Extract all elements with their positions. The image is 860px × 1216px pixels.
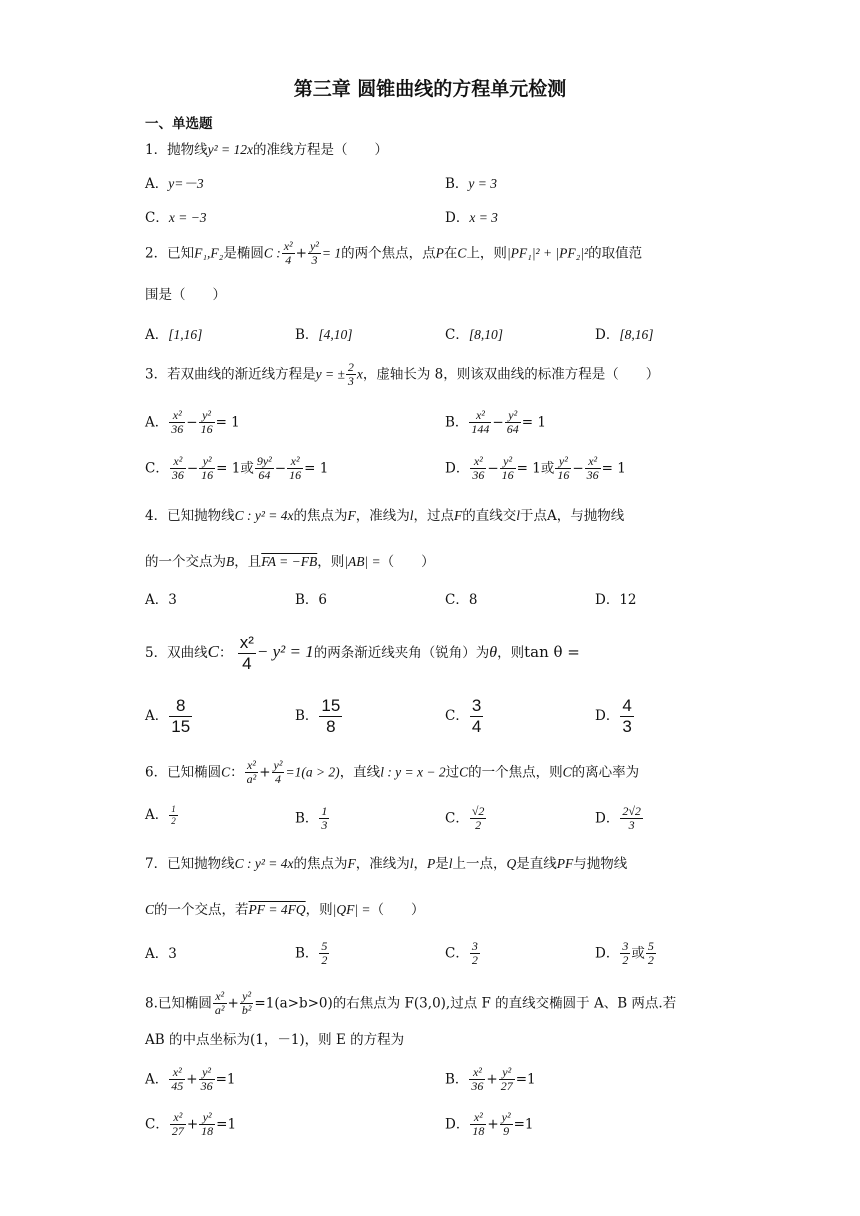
q3-option-d[interactable]: D． $\frac{\text{x²}}{36}$ − $\frac{\text{y²}}{16}$ = 1或 $\frac{\text{y²}}{16}$ − $\frac{\text{x²}}{36}$ = 1: [445, 454, 626, 483]
q4-option-c[interactable]: C．8: [445, 592, 478, 608]
q6-option-d[interactable]: D． $\frac{2√2}{3}$: [595, 804, 641, 833]
section-heading: 一、单选题: [145, 116, 213, 132]
q3-option-a[interactable]: A． $\frac{\text{x²}}{36}$ − $\frac{\text{y²}}{16}$ = 1: [145, 408, 240, 437]
q7-line-2: C的一个交点，若PF = 4FQ，则|QF| =（ ）: [145, 902, 425, 918]
q1-option-d[interactable]: D．x = 3: [445, 210, 498, 226]
page-title: 第三章 圆锥曲线的方程单元检测: [293, 78, 567, 100]
question-7: 7．已知抛物线C : y² = 4x的焦点为F，准线为l，P是l上一点，Q是直线PF与抛物线: [145, 856, 628, 872]
q2-option-d[interactable]: D．[8,16]: [595, 327, 654, 343]
q8-option-c[interactable]: C． $\frac{\text{x²}}{27}$ + $\frac{\text{y²}}{18}$ =1: [145, 1110, 237, 1139]
q1-stem: 1．抛物线: [145, 142, 208, 158]
q7-option-c[interactable]: C． $\frac{3}{2}$: [445, 939, 478, 968]
q4-option-d[interactable]: D．12: [595, 592, 637, 608]
q1-equation: y² = 12x: [207, 142, 253, 157]
question-4: 4．已知抛物线C : y² = 4x的焦点为F，准线为l，过点F的直线交l于点A，与抛物线: [145, 508, 625, 524]
question-3: 3．若双曲线的渐近线方程是y = ± $\frac{2}{3}$ x，虚轴长为 8，则该双曲线的标准方程是（ ）: [145, 360, 660, 389]
q7-option-a[interactable]: A．3: [145, 946, 177, 962]
q6-option-b[interactable]: B． $\frac{1}{3}$: [295, 804, 328, 833]
q8-option-a[interactable]: A． $\frac{\text{x²}}{45}$ + $\frac{\text{y²}}{36}$ =1: [145, 1065, 236, 1094]
q5-option-c[interactable]: C． $\frac{3}{4}$: [445, 696, 482, 736]
q2-option-a[interactable]: A．[1,16]: [145, 327, 203, 343]
q5-option-d[interactable]: D． $\frac{4}{3}$: [595, 696, 632, 736]
question-5: 5．双曲线C： $\frac{\text{x²}}{4}$ − y² = 1的两条渐近线夹角（锐角）为θ，则tan θ =: [145, 633, 580, 673]
question-6: 6．已知椭圆C： $\frac{\text{x²}}{\text{a²}}$ + $\frac{\text{y²}}{4}$ =1(a > 2)，直线l : y = x − 2过C的一个焦点，则C的离心率为: [145, 758, 640, 787]
q2-line-2: 围是（ ）: [145, 287, 226, 303]
q4-option-b[interactable]: B．6: [295, 592, 328, 608]
q6-option-a[interactable]: A． $\frac{1}{2}$: [145, 804, 176, 826]
q8-option-b[interactable]: B． $\frac{\text{x²}}{36}$ + $\frac{\text{y²}}{27}$ =1: [445, 1065, 536, 1094]
q8-line-2: AB 的中点坐标为(1，－1)，则 E 的方程为: [145, 1032, 405, 1048]
q3-option-b[interactable]: B． $\frac{\text{x²}}{144}$ − $\frac{\text{y²}}{64}$ = 1: [445, 408, 546, 437]
q5-option-a[interactable]: A． $\frac{8}{15}$: [145, 696, 191, 736]
question-8: 8.已知椭圆 $\frac{\text{x²}}{\text{a²}}$ + $\frac{\text{y²}}{\text{b²}}$ =1(a>b>0)的右焦点为 F(3,0),过点 F 的直线交椭圆于 A、B 两点.若: [145, 989, 677, 1018]
q6-option-c[interactable]: C． $\frac{√2}{2}$: [445, 804, 485, 833]
q4-option-a[interactable]: A．3: [145, 592, 177, 608]
q1-stem-tail: 的准线方程是（ ）: [253, 142, 388, 158]
q4-line-2: 的一个交点为B，且FA = −FB，则|AB| =（ ）: [145, 554, 435, 570]
q2-option-b[interactable]: B．[4,10]: [295, 327, 353, 343]
q3-option-c[interactable]: C． $\frac{\text{x²}}{36}$ − $\frac{\text{y²}}{16}$ = 1或 $\frac{\text{9y²}}{64}$ − $\frac{\text{x²}}{16}$ = 1: [145, 454, 329, 483]
question-1: [145, 143, 388, 158]
q7-option-d[interactable]: D． $\frac{3}{2}$ 或 $\frac{5}{2}$: [595, 939, 654, 968]
q1-option-c[interactable]: C．x = −3: [145, 210, 207, 226]
q1-option-a[interactable]: A．y=－3: [145, 176, 204, 192]
q8-option-d[interactable]: D． $\frac{\text{x²}}{18}$ + $\frac{\text{y²}}{9}$ =1: [445, 1110, 534, 1139]
q2-option-c[interactable]: C．[8,10]: [445, 327, 503, 343]
q1-option-b[interactable]: B．y = 3: [445, 176, 498, 192]
question-2: 2．已知F₁,F₂是椭圆C : $\frac{\text{x²}}{4}$ + $\frac{\text{y²}}{3}$ = 1的两个焦点，点P在C上，则|PF₁|² + |PF₂|²的取值范: [145, 239, 643, 268]
q7-option-b[interactable]: B． $\frac{5}{2}$: [295, 939, 328, 968]
q5-option-b[interactable]: B． $\frac{15}{8}$: [295, 696, 341, 736]
